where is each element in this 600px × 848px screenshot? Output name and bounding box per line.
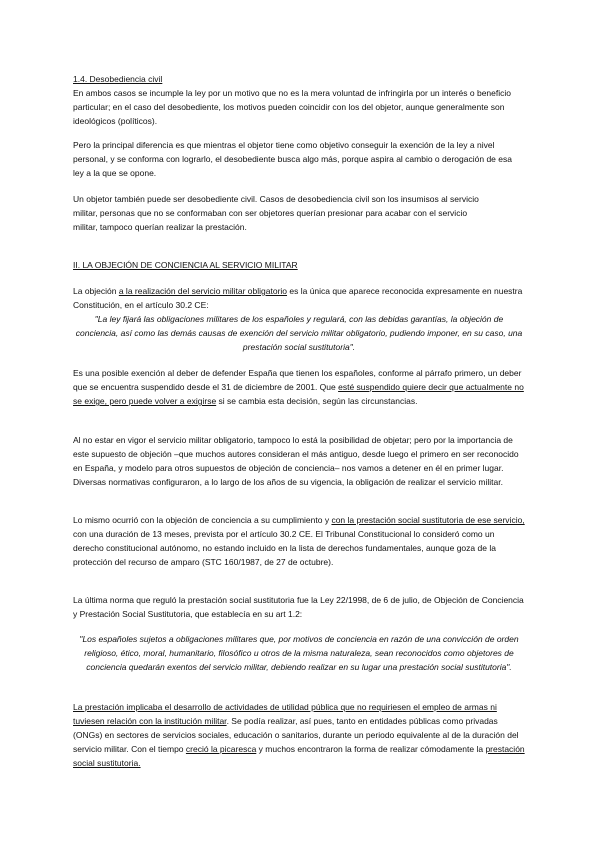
section-1-4-title-text: 1.4. Desobediencia civil: [73, 74, 163, 84]
paragraph-9: [73, 700, 525, 770]
p7-text-a: Lo mismo ocurrió con la objeción de conciencia a su cumplimiento y: [73, 515, 332, 525]
section-1-4-title: [73, 72, 525, 86]
p9-text-a: . Se podía realizar, así pues, tanto en entidades públicas como privadas (ONGs) en sectores de servicios sociales, educación o sanitarios, durante un periodo equivalente al de la duración del servicio militar. Con el tiempo: [73, 716, 519, 754]
p7-underlined: con la prestación social sustitutoria de ese servicio,: [331, 515, 525, 525]
p9-underlined-3: prestación social sustitutoria.: [73, 744, 525, 768]
p4-text-a: La objeción: [73, 286, 119, 296]
p5-underlined: esté suspendido quiere decir que actualmente no se exige, pero puede volver a exigirse: [73, 382, 524, 406]
p9-underlined-1: La prestación implicaba el desarrollo de actividades de utilidad pública que no requiriesen el empleo de armas ni tuviesen relación con la institución militar: [73, 702, 497, 726]
p4-text-b: es la única que aparece reconocida expresamente en nuestra Constitución, en el artículo 30.2 CE:: [73, 286, 523, 310]
p4-underlined: a la realización del servicio militar obligatorio: [118, 286, 288, 296]
p9-underlined-2: creció la picaresca: [185, 744, 257, 754]
p9-text-b: y muchos encontraron la forma de realizar cómodamente la: [256, 744, 486, 754]
p5-text-b: si se cambia esta decisión, según las circunstancias.: [216, 396, 418, 406]
paragraph-3: Un objetor también puede ser desobediente civil. Casos de desobediencia civil son los insumisos al servicio militar, personas que no se conformaban con ser objetores querían presionar para acabar con el servicio militar, tampoco querían realizar la prestación.: [73, 194, 479, 232]
paragraph-8: La última norma que reguló la prestación social sustitutoria fue la Ley 22/1998, de 6 de julio, de Objeción de Conciencia y Prestación Social Sustitutoria, que establecía en su art 1.2:: [73, 595, 524, 619]
section-2-title-text: II. LA OBJECIÓN DE CONCIENCIA AL SERVICIO MILITAR: [73, 260, 298, 270]
section-2-title: [73, 258, 525, 272]
paragraph-5: [73, 366, 525, 408]
quote-ley-22-1998: "Los españoles sujetos a obligaciones militares que, por motivos de conciencia en razón de una convicción de orden religioso, ético, moral, humanitario, filosófico u otros de la misma naturaleza, sean reconocidos como objetores de conciencia quedarán exentos del servicio militar, debiendo realizar en su lugar una prestación social sustitutoria".: [79, 634, 519, 672]
p5-text-a: Es una posible exención al deber de defender España que tienen los españoles, conforme al párrafo primero, un deber que se encuentra suspendido desde el 31 de diciembre de 2001. Que: [73, 368, 522, 392]
paragraph-1: En ambos casos se incumple la ley por un motivo que no es la mera voluntad de infringirla por un interés o beneficio particular; en el caso del desobediente, los motivos pueden coincidir con los del objetor, aunque generalmente son ideológicos (políticos).: [73, 88, 511, 126]
p7-text-b: con una duración de 13 meses, prevista por el artículo 30.2 CE. El Tribunal Constitucional lo consideró como un derecho constitucional autónomo, no estando incluido en la lista de derechos fundamentales, aunque goza de la protección del recurso de amparo (STC 160/1987, de 27 de octubre).: [73, 529, 496, 567]
paragraph-7: [73, 513, 525, 569]
quote-article-30-2: "La ley fijará las obligaciones militares de los españoles y regulará, con las debidas garantías, la objeción de conciencia, así como las demás causas de exención del servicio militar obligatorio, pudiendo imponer, en su caso, una prestación social sustitutoria".: [75, 314, 523, 352]
paragraph-6: Al no estar en vigor el servicio militar obligatorio, tampoco lo está la posibilidad de objetar; pero por la importancia de este supuesto de objeción –que muchos autores consideran el más antiguo, desde luego el primero en ser reconocido en España, y modelo para otros supuestos de objeción de conciencia– nos vamos a detener en él en primer lugar. Diversas normativas configuraron, a lo largo de los años de su vigencia, la obligación de realizar el servicio militar.: [73, 435, 519, 487]
paragraph-2: Pero la principal diferencia es que mientras el objetor tiene como objetivo conseguir la exención de la ley a nivel personal, y se conforma con lograrlo, el desobediente busca algo más, porque aspira al cambio o derogación de esa ley a la que se opone.: [73, 140, 512, 178]
paragraph-4: [73, 284, 525, 312]
